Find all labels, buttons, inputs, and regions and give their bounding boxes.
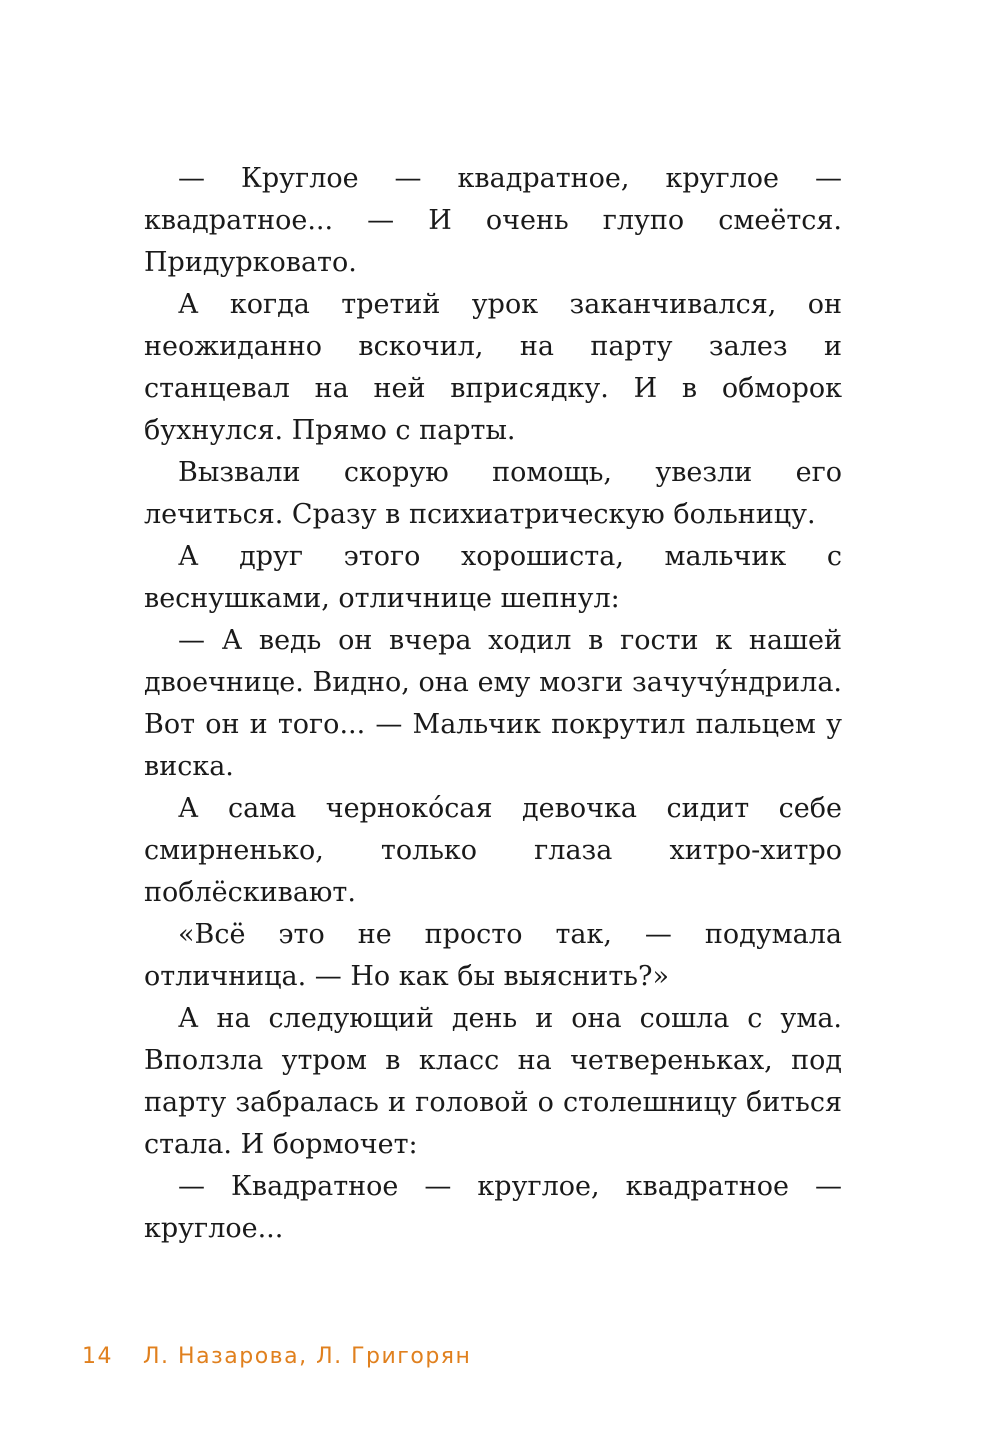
paragraph-4: А друг этого хорошиста, мальчик с веснушками, отличнице шепнул: [144,541,842,614]
paragraph-2: А когда третий урок заканчивался, он неожиданно вскочил, на парту залез и станцевал на ней вприсядку. И в обморок бухнулся. Прямо с парты. [144,289,842,446]
footer-authors: Л. Назарова, Л. Григорян [143,1344,472,1369]
page-footer [82,1344,471,1369]
body-text [144,158,842,1250]
paragraph-1: — Круглое — квадратное, круглое — квадратное... — И очень глупо смеётся. Придурковато. [144,163,842,278]
paragraph-3: Вызвали скорую помощь, увезли его лечиться. Сразу в психиатрическую больницу. [144,457,842,530]
paragraph-7: «Всё это не просто так, — подумала отличница. — Но как бы выяснить?» [144,919,842,992]
paragraph-6: А сама черноко́сая девочка сидит себе смирненько, только глаза хитро-хитро поблёскивают. [144,793,842,908]
page-number: 14 [82,1344,113,1369]
paragraph-9: — Квадратное — круглое, квадратное — круглое... [144,1171,842,1244]
paragraph-8: А на следующий день и она сошла с ума. Вползла утром в класс на четвереньках, под парту забралась и головой о столешницу биться стала. И бормочет: [144,1003,842,1160]
paragraph-5: — А ведь он вчера ходил в гости к нашей двоечнице. Видно, она ему мозги зачучу́ндрила. Вот он и того... — Мальчик покрутил пальцем у виска. [144,625,842,782]
